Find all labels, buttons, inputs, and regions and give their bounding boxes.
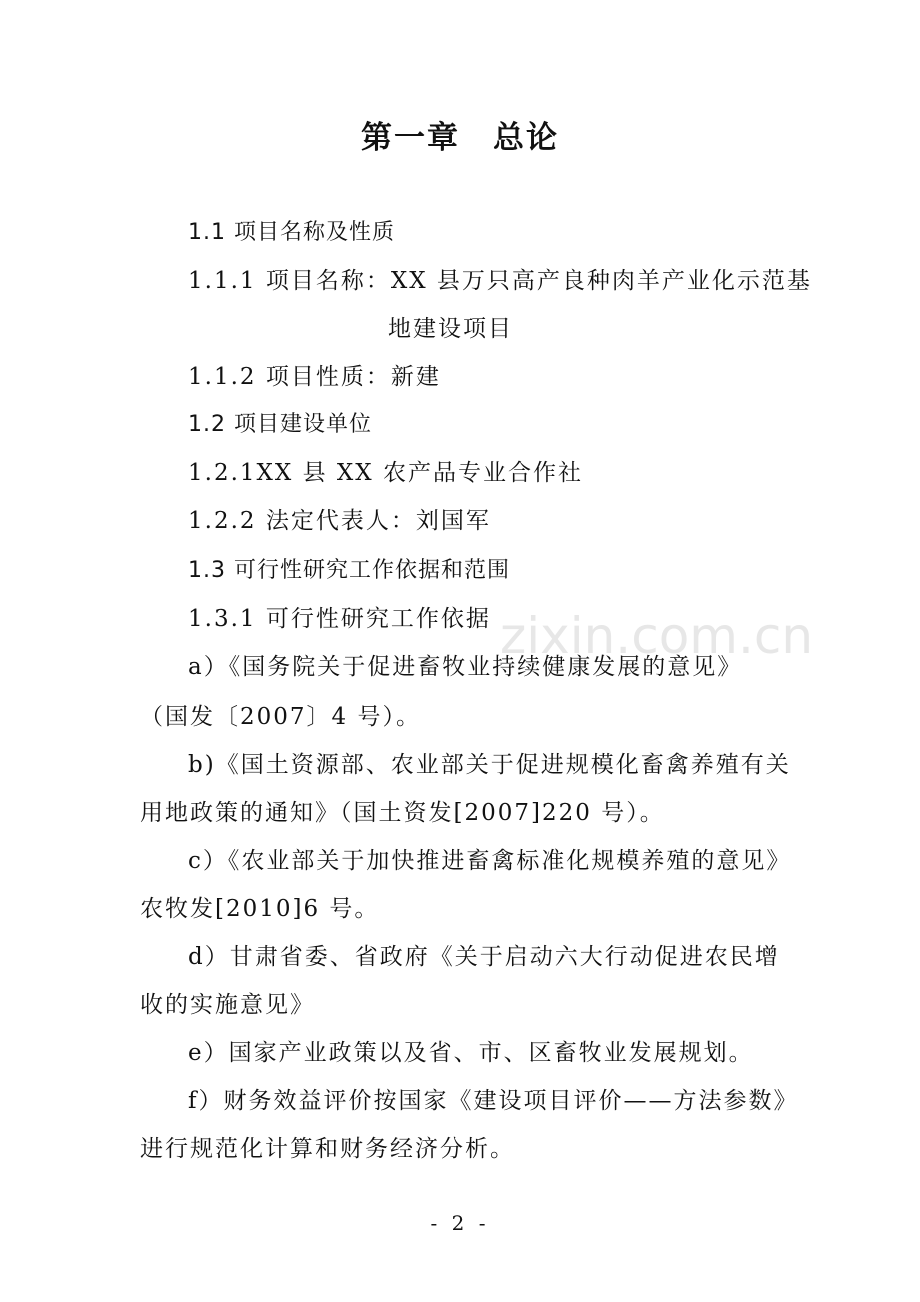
paragraph-1-1-2: 1.1.2 项目性质：新建	[188, 364, 441, 390]
item-f-cont: 进行规范化计算和财务经济分析。	[140, 1136, 515, 1162]
paragraph-1-2-2: 1.2.2 法定代表人：刘国军	[188, 508, 491, 534]
item-f: f）财务效益评价按国家《建设项目评价——方法参数》	[188, 1088, 799, 1114]
section-heading-1-1: 1.1 项目名称及性质	[188, 220, 395, 245]
item-a-cont: （国发〔2007〕4 号）。	[140, 704, 421, 730]
item-b: b)《国土资源部、农业部关于促进规模化畜禽养殖有关	[188, 752, 791, 778]
watermark-text: zixin.com.cn	[500, 607, 814, 665]
item-a: a）《国务院关于促进畜牧业持续健康发展的意见》	[188, 654, 743, 680]
paragraph-1-1-1-cont: 地建设项目	[388, 316, 513, 342]
item-d: d）甘肃省委、省政府《关于启动六大行动促进农民增	[188, 944, 780, 970]
page-number: - 2 -	[430, 1211, 490, 1235]
item-b-cont: 用地政策的通知》（国土资发[2007]220 号）。	[140, 800, 665, 826]
item-e: e）国家产业政策以及省、市、区畜牧业发展规划。	[188, 1040, 754, 1066]
item-d-cont: 收的实施意见》	[140, 992, 315, 1018]
paragraph-1-2-1: 1.2.1XX 县 XX 农产品专业合作社	[188, 460, 583, 486]
paragraph-1-3-1: 1.3.1 可行性研究工作依据	[188, 606, 491, 632]
section-heading-1-3: 1.3 可行性研究工作依据和范围	[188, 558, 510, 583]
section-heading-1-2: 1.2 项目建设单位	[188, 412, 372, 437]
item-c-cont: 农牧发[2010]6 号。	[140, 896, 380, 922]
chapter-title: 第一章 总论	[361, 120, 559, 156]
item-c: c）《农业部关于加快推进畜禽标准化规模养殖的意见》	[188, 848, 792, 874]
paragraph-1-1-1: 1.1.1 项目名称：XX 县万只高产良种肉羊产业化示范基	[188, 268, 812, 294]
